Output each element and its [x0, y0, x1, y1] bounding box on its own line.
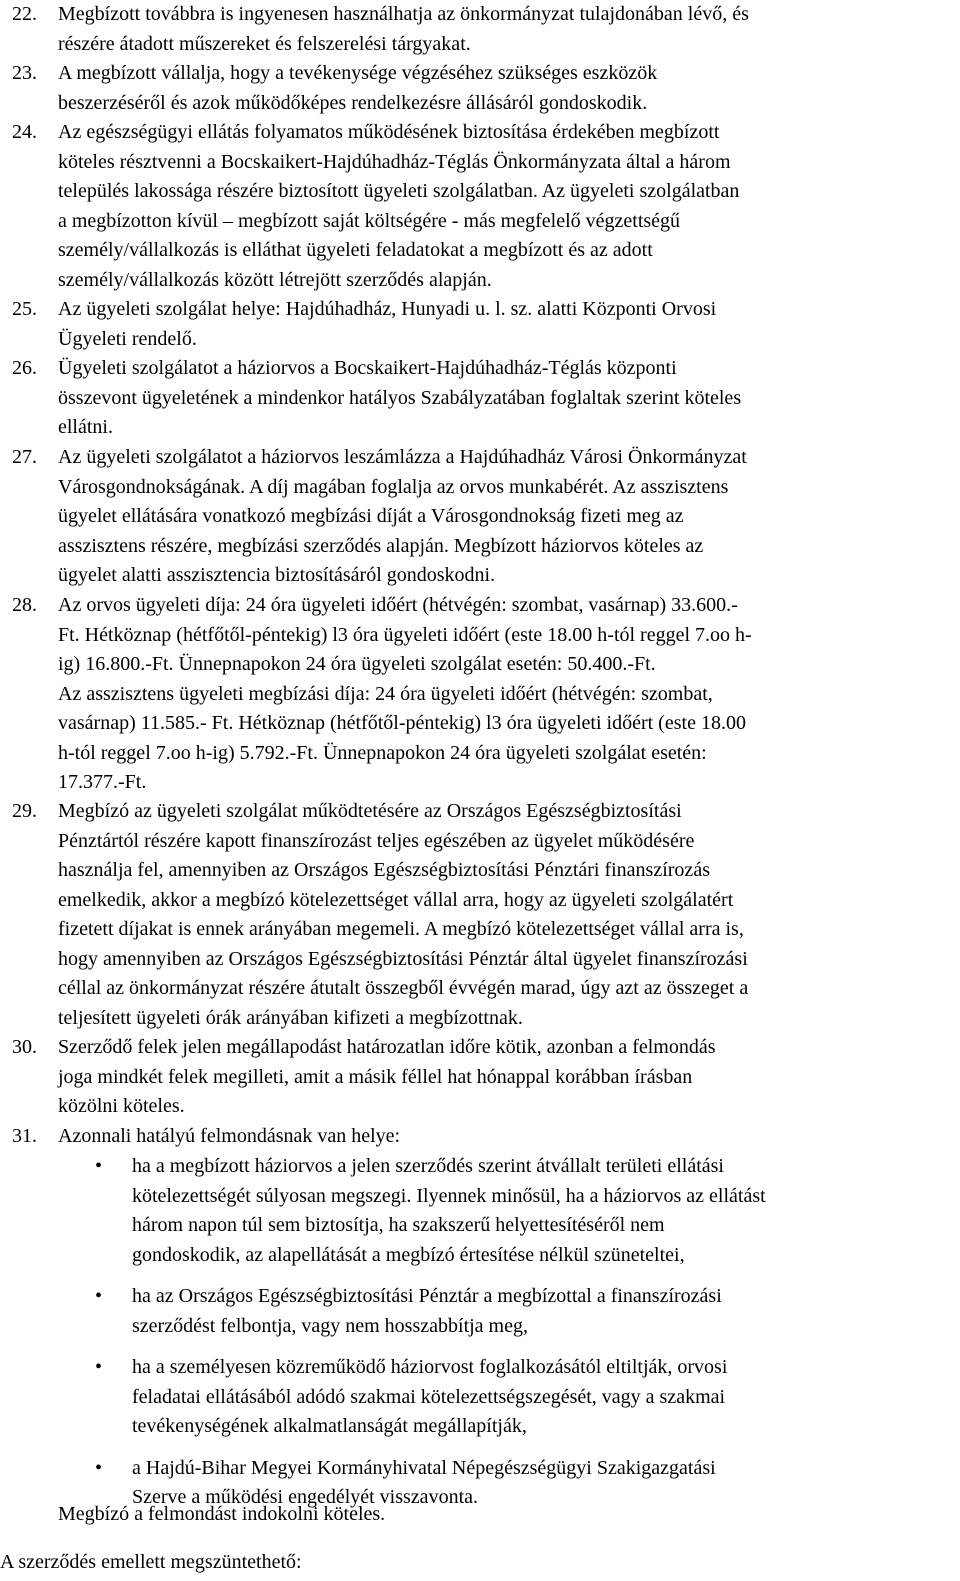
clause-31: [12, 1122, 948, 1152]
clause-25: [12, 295, 948, 354]
list-item: [12, 1282, 948, 1341]
clause-28: [12, 591, 948, 798]
clause-text: Azonnali hatályú felmondásnak van helye:: [58, 1125, 401, 1147]
section-heading: A szerződés emellett megszüntethető:: [0, 1551, 302, 1573]
clause-number: 24.: [12, 121, 37, 143]
clause-23: [12, 59, 948, 118]
list-item-text: ha a személyesen közreműködő háziorvost foglalkozásától eltiltják, orvosi feladatai ellátásából adódó szakmai kötelezettségszegését, vagy a szakmai tevékenységének alkalmatlanságát megállapítják,: [132, 1356, 728, 1437]
clause-text: Szerződő felek jelen megállapodást határozatlan időre kötik, azonban a felmondás joga mindkét felek megilleti, amit a másik féllel hat hónappal korábban írásban közölni köteles.: [58, 1036, 716, 1117]
clause-26: [12, 354, 948, 443]
clause-number: 29.: [12, 800, 37, 822]
list-item: [12, 1353, 948, 1442]
clause-29: [12, 797, 948, 1033]
clause-number: 25.: [12, 298, 37, 320]
clause-text: Az ügyeleti szolgálat helye: Hajdúhadház, Hunyadi u. l. sz. alatti Központi Orvosi Ügyeleti rendelő.: [58, 298, 717, 350]
clause-text-continuation: Az asszisztens ügyeleti megbízási díja: 24 óra ügyeleti időért (hétvégén: szombat, vasárnap) 11.585.- Ft. Hétköznap (hétfőtől-péntekig) l3 óra ügyeleti időért (este 18.00 h-tól reggel 7.oo h-ig) 5.792.-Ft. Ünnepnapokon 24 óra ügyeleti szolgálat esetén: 17.377.-Ft.: [58, 682, 746, 793]
list-item-text: a Hajdú-Bihar Megyei Kormányhivatal Népegészségügyi Szakigazgatási Szerve a működési engedélyét visszavonta.: [132, 1456, 716, 1508]
clause-number: 30.: [12, 1036, 37, 1058]
clause-24: [12, 118, 948, 295]
bullet-glyph: •: [95, 1155, 103, 1177]
bullet-glyph: •: [95, 1456, 103, 1479]
clause-text: Az egészségügyi ellátás folyamatos működésének biztosítása érdekében megbízott köteles résztvenni a Bocskaikert-Hajdúhadház-Téglás Önkormányzata által a három település lakossága részére biztosított ügyeleti szolgálatban. Az ügyeleti szolgálatban a megbízotton kívül – megbízott saját költségére - más megfelelő végzettségű személy/vállalkozás is elláthat ügyeleti feladatokat a megbízott és az adott személy/vállalkozás között létrejött szerződés alapján.: [58, 121, 740, 291]
clause-text: A megbízott vállalja, hogy a tevékenysége végzéséhez szükséges eszközök beszerzéséről és azok működőképes rendelkezésre állásáról gondoskodik.: [58, 62, 658, 114]
list-item: [12, 1152, 948, 1270]
clause-30: [12, 1033, 948, 1122]
clause-22: [12, 0, 948, 59]
clause-text: Megbízott továbbra is ingyenesen használhatja az önkormányzat tulajdonában lévő, és részére átadott műszereket és felszerelési tárgyakat.: [58, 3, 749, 55]
bullet-glyph: •: [95, 1285, 103, 1307]
clause-text: Ügyeleti szolgálatot a háziorvos a Bocskaikert-Hajdúhadház-Téglás központi összevont ügyeletének a mindenkor hatályos Szabályzatában foglaltak szerint köteles ellátni.: [58, 357, 742, 438]
clause-number: 28.: [12, 594, 37, 616]
clause-27: [12, 443, 948, 591]
clause-text: Megbízó az ügyeleti szolgálat működtetésére az Országos Egészségbiztosítási Pénztártól részére kapott finanszírozást teljes egészében az ügyelet működésére használja fel, amennyiben az Országos Egészségbiztosítási Pénztári finanszírozás emelkedik, akkor a megbízó kötelezettséget vállal arra, hogy az ügyeleti szolgálatért fizetett díjakat is ennek arányában megemeli. A megbízó kötelezettséget vállal arra is, hogy amennyiben az Országos Egészségbiztosítási Pénztár által ügyelet finanszírozási céllal az önkormányzat részére átutalt összegből évvégén marad, úgy azt az összeget a teljesített ügyeleti órák arányában kifizeti a megbízottnak.: [58, 800, 749, 1029]
clause-number: 26.: [12, 357, 37, 379]
termination-reasons-list: [12, 1152, 948, 1525]
closing-note: Megbízó a felmondást indokolni köteles.: [58, 1503, 386, 1525]
clause-number: 23.: [12, 62, 37, 84]
list-item-text: ha a megbízott háziorvos a jelen szerződés szerint átvállalt területi ellátási kötelezettségét súlyosan megszegi. Ilyennek minősül, ha a háziorvos az ellátást három napon túl sem biztosítja, ha szakszerű helyettesítéséről nem gondoskodik, az alapellátását a megbízó értesítése nélkül szüneteltei,: [132, 1155, 766, 1266]
clause-text: Az ügyeleti szolgálatot a háziorvos leszámlázza a Hajdúhadház Városi Önkormányzat Városgondnokságának. A díj magában foglalja az orvos munkabérét. Az asszisztens ügyelet ellátására vonatkozó megbízási díját a Városgondnokság fizeti meg az asszisztens részére, megbízási szerződés alapján. Megbízott háziorvos köteles az ügyelet alatti asszisztencia biztosításáról gondoskodni.: [58, 446, 747, 586]
clause-number: 31.: [12, 1125, 37, 1147]
bullet-glyph: •: [95, 1356, 103, 1378]
clause-text: Az orvos ügyeleti díja: 24 óra ügyeleti időért (hétvégén: szombat, vasárnap) 33.600.- Ft. Hétköznap (hétfőtől-péntekig) l3 óra ügyeleti időért (este 18.00 h-tól reggel 7.oo h- ig) 16.800.-Ft. Ünnepnapokon 24 óra ügyeleti szolgálat esetén: 50.400.-Ft.: [58, 594, 752, 675]
clause-number: 22.: [12, 3, 37, 25]
clause-number: 27.: [12, 446, 37, 468]
list-item-text: ha az Országos Egészségbiztosítási Pénztár a megbízottal a finanszírozási szerződést felbontja, vagy nem hosszabbítja meg,: [132, 1285, 722, 1337]
